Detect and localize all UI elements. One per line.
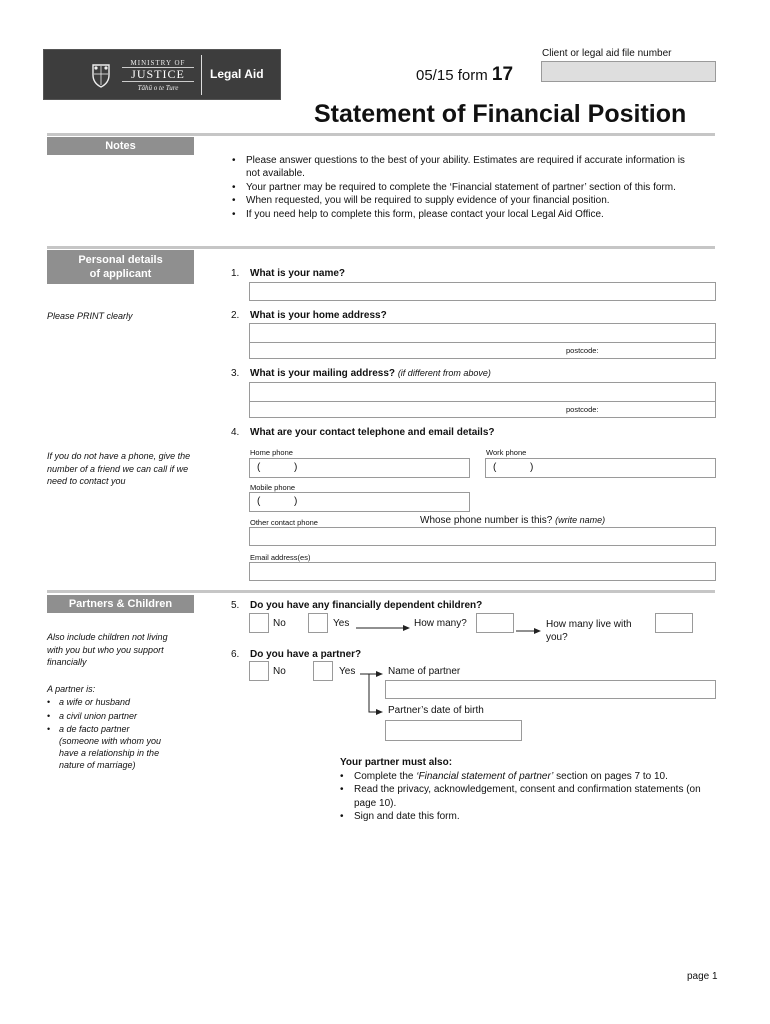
notes-divider: [47, 133, 715, 136]
personal-heading-line2: of applicant: [89, 268, 152, 280]
area-code-close: ): [294, 496, 298, 507]
q2-number: 2.: [231, 310, 240, 321]
form-code-text: 05/15 form: [416, 67, 488, 84]
partner-yes-label: Yes: [339, 666, 356, 677]
partner-must-list: [338, 770, 718, 824]
crest-icon: [90, 62, 112, 88]
area-code-open: (: [493, 462, 497, 473]
form-number: 17: [491, 64, 514, 85]
partner-yes-checkbox[interactable]: [313, 661, 333, 681]
yes-arrow-icon: [356, 619, 411, 627]
other-phone-label: Other contact phone: [250, 518, 318, 527]
logo-divider: [201, 55, 202, 95]
whose-phone-hint: (write name): [555, 515, 606, 525]
how-many-arrow-icon: [516, 622, 542, 630]
email-input[interactable]: [249, 562, 716, 581]
partner-must-heading: Your partner must also:: [340, 757, 453, 768]
partner-type: • a civil union partner: [47, 710, 172, 724]
mobile-phone-input[interactable]: [249, 492, 470, 512]
notes-item: • If you need help to complete this form, please contact your local Legal Aid Office.: [230, 208, 690, 221]
q3-text: What is your mailing address?: [250, 368, 396, 379]
q1-number: 1.: [231, 268, 240, 279]
partner-definition-heading: A partner is:: [47, 684, 96, 694]
ministry-name-line2: JUSTICE: [122, 67, 194, 82]
home-postcode-input[interactable]: [249, 342, 716, 359]
form-code: [416, 64, 513, 86]
postcode-label: postcode:: [566, 346, 599, 355]
children-yes-label: Yes: [333, 618, 350, 629]
work-phone-label: Work phone: [486, 448, 527, 457]
area-code-close: ): [530, 462, 534, 473]
partner-must-item-1-pre: Complete the: [354, 771, 417, 782]
ministry-tagline: Tāhū o te Ture: [137, 84, 179, 92]
home-phone-label: Home phone: [250, 448, 293, 457]
children-note: Also include children not living with you but who you support financially: [47, 632, 168, 667]
q3-note: (if different from above): [397, 368, 491, 378]
partner-type: • a wife or husband: [47, 696, 172, 710]
partner-name-input[interactable]: [385, 680, 716, 699]
mailing-address-input[interactable]: [249, 382, 716, 402]
personal-divider: [47, 246, 715, 249]
partner-definition-list: [47, 696, 172, 771]
file-number-input[interactable]: [541, 61, 716, 82]
partner-must-item: [338, 770, 718, 783]
partner-branch-arrow-icon: [360, 668, 384, 718]
email-label: Email address(es): [250, 553, 311, 562]
phone-note: If you do not have a phone, give the number of a friend we can call if we need to contact you: [47, 451, 191, 486]
q4-question: What are your contact telephone and email details?: [250, 427, 495, 438]
home-address-input[interactable]: [249, 323, 716, 343]
personal-heading-line1: Personal details: [78, 254, 163, 266]
q2-question: What is your home address?: [250, 310, 387, 321]
ministry-name-line1: MINISTRY OF: [130, 59, 186, 67]
mailing-postcode-input[interactable]: [249, 401, 716, 418]
q1-question: What is your name?: [250, 268, 346, 279]
partner-must-item-1-post: section on pages 7 to 10.: [553, 771, 668, 782]
partners-heading: Partners & Children: [47, 595, 194, 613]
notes-item: • When requested, you will be required to supply evidence of your financial position.: [230, 194, 690, 207]
partner-dob-label: Partner’s date of birth: [388, 705, 484, 716]
q6-question: Do you have a partner?: [250, 649, 362, 660]
notes-heading: Notes: [47, 137, 194, 155]
partner-must-item: • Sign and date this form.: [338, 810, 718, 823]
partner-no-label: No: [273, 666, 286, 677]
partner-must-item-1-em: ‘Financial statement of partner’: [416, 771, 554, 782]
notes-list: [230, 154, 690, 221]
children-no-label: No: [273, 618, 286, 629]
children-no-checkbox[interactable]: [249, 613, 269, 633]
mobile-phone-label: Mobile phone: [250, 483, 296, 492]
partner-no-checkbox[interactable]: [249, 661, 269, 681]
area-code-open: (: [257, 462, 261, 473]
legal-aid-logotype: Legal Aid: [210, 67, 264, 81]
q6-number: 6.: [231, 649, 240, 660]
children-live-count-input[interactable]: [655, 613, 693, 633]
page-number: page 1: [687, 971, 718, 982]
partners-divider: [47, 590, 715, 593]
partner-must-item: • Read the privacy, acknowledgement, consent and confirmation statements (on page 10).: [338, 783, 718, 810]
notes-item: • Please answer questions to the best of your ability. Estimates are required if accurate information is not available.: [230, 154, 690, 181]
q5-number: 5.: [231, 600, 240, 611]
partner-name-label: Name of partner: [388, 666, 461, 677]
whose-phone-text: Whose phone number is this?: [420, 515, 553, 526]
q4-number: 4.: [231, 427, 240, 438]
notes-item: • Your partner may be required to complete the ‘Financial statement of partner’ section of this form.: [230, 181, 690, 194]
other-phone-input[interactable]: [249, 527, 716, 546]
area-code-open: (: [257, 496, 261, 507]
page-title: Statement of Financial Position: [314, 100, 687, 128]
whose-phone-label: [420, 515, 605, 526]
partner-type: • a de facto partner (someone with whom you have a relationship in the nature of marriage): [47, 723, 172, 771]
ministry-logo: [43, 49, 281, 100]
work-phone-input[interactable]: [485, 458, 716, 478]
file-number-label: Client or legal aid file number: [542, 48, 672, 59]
how-many-label: How many?: [414, 618, 467, 629]
q5-question: Do you have any financially dependent children?: [250, 600, 483, 611]
name-input[interactable]: [249, 282, 716, 301]
area-code-close: ): [294, 462, 298, 473]
postcode-label: postcode:: [566, 405, 599, 414]
q3-number: 3.: [231, 368, 240, 379]
print-note: Please PRINT clearly: [47, 311, 133, 321]
children-yes-checkbox[interactable]: [308, 613, 328, 633]
q3-question: [250, 368, 491, 379]
how-many-live-label: How many live with you?: [546, 619, 632, 643]
children-count-input[interactable]: [476, 613, 514, 633]
home-phone-input[interactable]: [249, 458, 470, 478]
partner-dob-input[interactable]: [385, 720, 522, 741]
personal-heading: [47, 250, 194, 284]
